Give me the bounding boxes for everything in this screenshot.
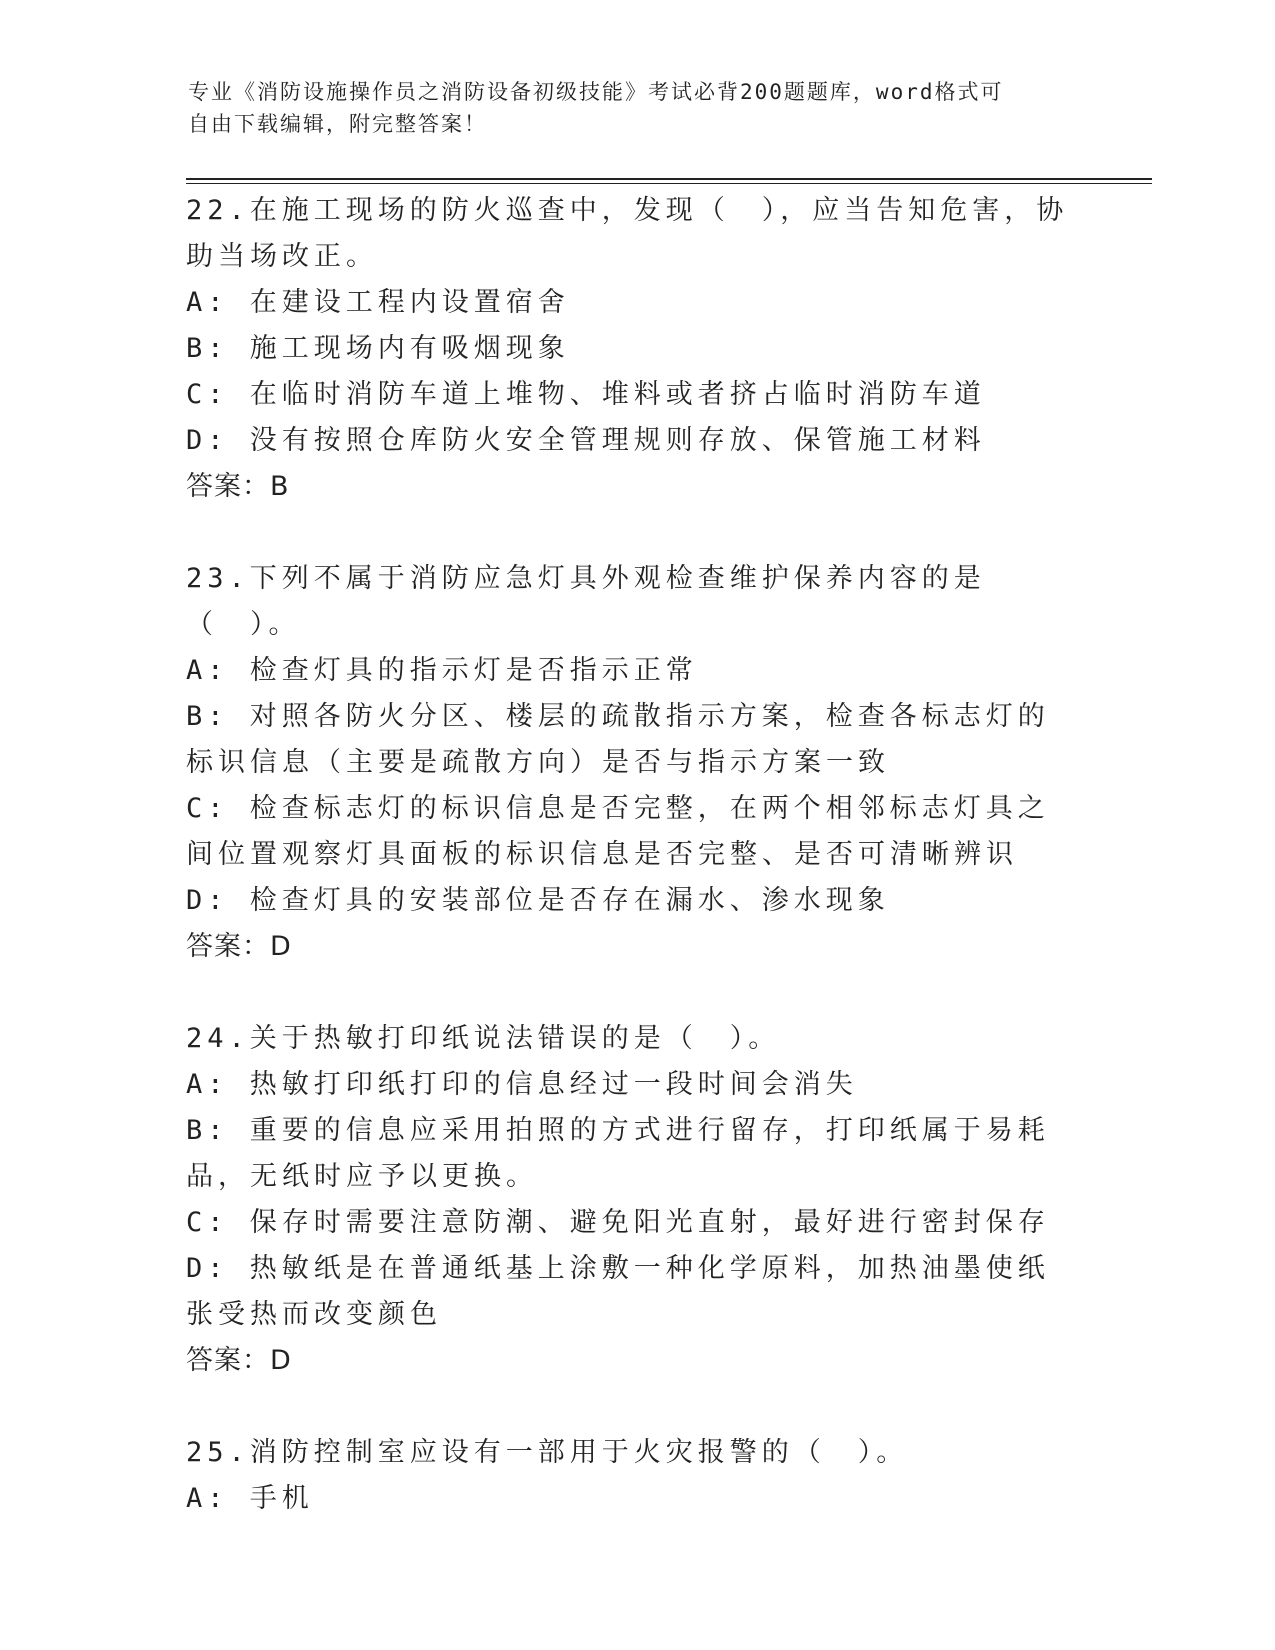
option-label: D: — [186, 885, 229, 916]
option-a — [186, 280, 1076, 326]
option-a — [186, 1062, 1076, 1108]
question-spacer — [186, 970, 1076, 1016]
header-line-1: 专业《消防设施操作员之消防设备初级技能》考试必背200题题库，word格式可 — [188, 80, 1004, 104]
option-label: C: — [186, 1207, 229, 1238]
option-text: 检查灯具的安装部位是否存在漏水、渗水现象 — [249, 885, 890, 916]
option-a — [186, 1476, 1076, 1522]
answer-text: 答案：B — [186, 471, 290, 502]
option-label: A: — [186, 655, 229, 686]
option-label: B: — [186, 333, 229, 364]
option-d — [186, 1246, 1076, 1338]
question-22 — [186, 188, 1076, 510]
option-c — [186, 372, 1076, 418]
option-c — [186, 786, 1076, 878]
option-label: A: — [186, 1069, 229, 1100]
option-b — [186, 694, 1076, 786]
option-b — [186, 326, 1076, 372]
option-c — [186, 1200, 1076, 1246]
answer-text: 答案：D — [186, 931, 292, 962]
option-text: 检查标志灯的标识信息是否完整，在两个相邻标志灯具之间位置观察灯具面板的标识信息是否完整、是否可清晰辨识 — [186, 793, 1050, 870]
option-label: C: — [186, 379, 229, 410]
option-text: 施工现场内有吸烟现象 — [249, 333, 570, 364]
option-d — [186, 878, 1076, 924]
option-a — [186, 648, 1076, 694]
answer-text: 答案：D — [186, 1345, 292, 1376]
question-list — [186, 188, 1076, 1522]
option-text: 重要的信息应采用拍照的方式进行留存，打印纸属于易耗品，无纸时应予以更换。 — [186, 1115, 1050, 1192]
option-text: 在建设工程内设置宿舍 — [249, 287, 570, 318]
option-text: 热敏纸是在普通纸基上涂敷一种化学原料，加热油墨使纸张受热而改变颜色 — [186, 1253, 1050, 1330]
question-spacer — [186, 1384, 1076, 1430]
option-text: 没有按照仓库防火安全管理规则存放、保管施工材料 — [249, 425, 986, 456]
option-text: 保存时需要注意防潮、避免阳光直射，最好进行密封保存 — [249, 1207, 1050, 1238]
question-spacer — [186, 510, 1076, 556]
option-b — [186, 1108, 1076, 1200]
question-stem: 24.关于热敏打印纸说法错误的是（ ）。 — [186, 1023, 781, 1054]
option-label: D: — [186, 1253, 229, 1284]
question-stem: 25.消防控制室应设有一部用于火灾报警的（ ）。 — [186, 1437, 909, 1468]
option-text: 对照各防火分区、楼层的疏散指示方案，检查各标志灯的标识信息（主要是疏散方向）是否与指示方案一致 — [186, 701, 1050, 778]
option-label: B: — [186, 1115, 229, 1146]
header-divider-thin — [186, 183, 1152, 184]
question-stem: 22.在施工现场的防火巡查中，发现（ ），应当告知危害，协助当场改正。 — [186, 195, 1069, 272]
option-text: 检查灯具的指示灯是否指示正常 — [249, 655, 698, 686]
question-stem: 23.下列不属于消防应急灯具外观检查维护保养内容的是（ ）。 — [186, 563, 986, 640]
option-label: B: — [186, 701, 229, 732]
option-label: C: — [186, 793, 229, 824]
option-label: D: — [186, 425, 229, 456]
option-label: A: — [186, 1483, 229, 1514]
option-text: 热敏打印纸打印的信息经过一段时间会消失 — [249, 1069, 858, 1100]
header-divider-thick — [186, 178, 1152, 180]
question-25 — [186, 1430, 1076, 1522]
option-label: A: — [186, 287, 229, 318]
option-d — [186, 418, 1076, 464]
question-24 — [186, 1016, 1076, 1384]
option-text: 手机 — [249, 1483, 314, 1514]
question-23 — [186, 556, 1076, 970]
header-line-2: 自由下载编辑，附完整答案！ — [188, 112, 487, 136]
document-header — [188, 76, 1068, 140]
option-text: 在临时消防车道上堆物、堆料或者挤占临时消防车道 — [249, 379, 986, 410]
